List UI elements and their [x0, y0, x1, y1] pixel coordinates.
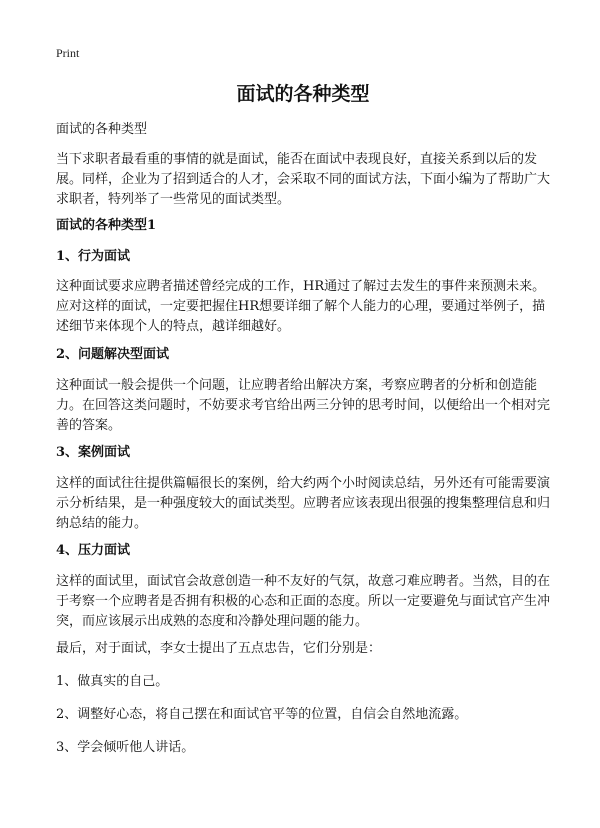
- intro-paragraph: 当下求职者最看重的事情的就是面试，能否在面试中表现良好，直接关系到以后的发展。同样，企业为了招到适合的人才，会采取不同的面试方法，下面小编为了帮助广大求职者，特列举了一些常见的面试类型。: [56, 152, 551, 207]
- tip-item-2: 2、调整好心态，将自己摆在和面试官平等的位置，自信会自然地流露。: [56, 707, 468, 722]
- heading-stress-interview: 4、压力面试: [56, 543, 131, 558]
- heading-problem-solving-interview: 2、问题解决型面试: [56, 347, 170, 362]
- subtitle: 面试的各种类型: [56, 122, 148, 137]
- heading-case-interview: 3、案例面试: [56, 445, 131, 460]
- paragraph-problem-solving-interview: 这种面试一般会提供一个问题，让应聘者给出解决方案，考察应聘者的分析和创造能力。在回答这类问题时，不妨要求考官给出两三分钟的思考时间，以便给出一个相对完善的答案。: [56, 378, 551, 433]
- tip-item-3: 3、学会倾听他人讲话。: [56, 740, 195, 755]
- paragraph-case-interview: 这样的面试往往提供篇幅很长的案例，给大约两个小时阅读总结，另外还有可能需要演示分析结果，是一种强度较大的面试类型。应聘者应该表现出很强的搜集整理信息和归纳总结的能力。: [56, 476, 551, 531]
- page-title: 面试的各种类型: [236, 83, 370, 105]
- print-link[interactable]: Print: [56, 46, 80, 60]
- paragraph-stress-interview: 这样的面试里，面试官会故意创造一种不友好的气氛，故意刁难应聘者。当然，目的在于考察一个应聘者是否拥有积极的心态和正面的态度。所以一定要避免与面试官产生冲突，而应该展示出成熟的态度和冷静处理问题的能力。: [56, 574, 551, 629]
- closing-paragraph: 最后，对于面试，李女士提出了五点忠告，它们分别是：: [56, 641, 382, 656]
- paragraph-behavior-interview: 这种面试要求应聘者描述曾经完成的工作，HR通过了解过去发生的事件来预测未来。应对这样的面试，一定要把握住HR想要详细了解个人能力的心理，要通过举例子，描述细节来体现个人的特点，越详细越好。: [56, 279, 546, 334]
- heading-behavior-interview: 1、行为面试: [56, 249, 131, 264]
- section-heading: 面试的各种类型1: [56, 218, 157, 233]
- tip-item-1: 1、做真实的自己。: [56, 674, 169, 689]
